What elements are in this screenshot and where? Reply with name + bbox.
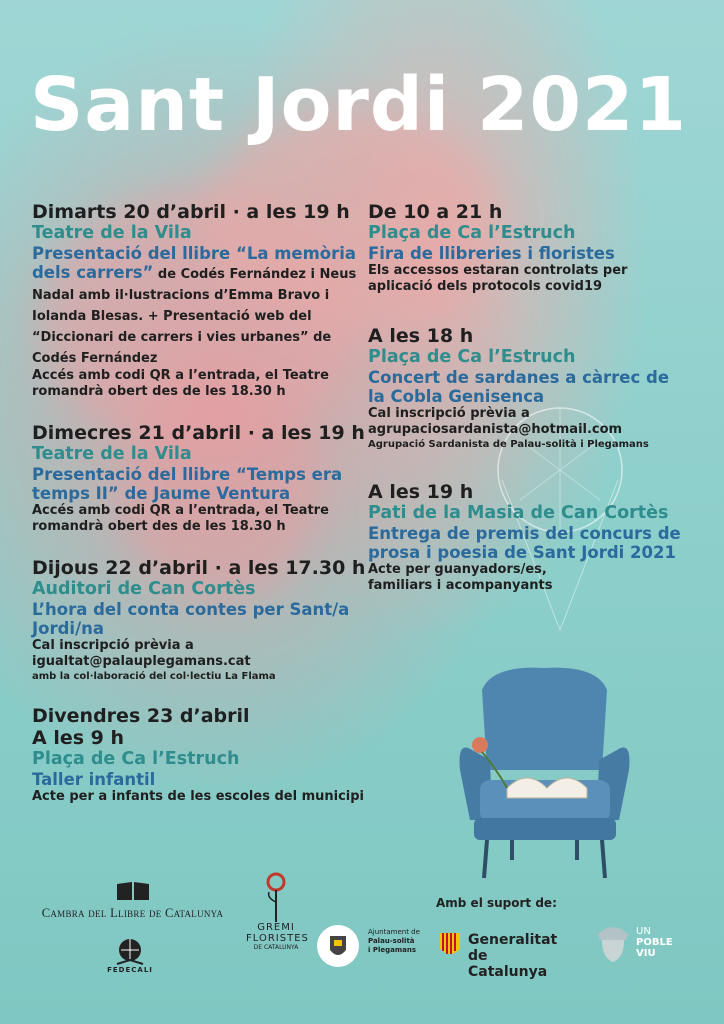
generalitat-label: [468, 932, 570, 980]
event-note: Accés amb codi QR a l’entrada, el Teatre romandrà obert des de les 18.30 h: [32, 503, 329, 534]
event-venue: Pati de la Masia de Can Cortès: [368, 503, 669, 523]
catalan-flag-icon: [440, 933, 460, 959]
event-block: [32, 705, 367, 805]
gremi-label: GREMI: [257, 922, 295, 933]
cambra-label: Cambra del Llibre de Catalunya: [41, 906, 224, 920]
event-description: [32, 244, 367, 368]
event-venue: Plaça de Ca l’Estruch: [368, 347, 576, 367]
event-title: Taller infantil: [32, 770, 156, 789]
poble-line: POBLE: [636, 937, 673, 948]
un-poble-viu-logo: [596, 920, 686, 968]
rose-icon: [472, 737, 488, 753]
armchair-illustration: [452, 660, 637, 895]
event-venue: Plaça de Ca l’Estruch: [368, 223, 576, 243]
event-title: L’hora del conta contes per Sant/a Jordi/na: [32, 600, 350, 638]
cambra-logo: [30, 880, 235, 921]
globe-book-icon: [113, 938, 147, 966]
event-title: Fira de llibreries i floristes: [368, 244, 615, 263]
gremi-label: FLORISTES: [246, 933, 309, 944]
event-title: Presentació del llibre “Temps era temps II” de Jaume Ventura: [32, 465, 343, 503]
event-block: [32, 201, 367, 400]
event-venue: Plaça de Ca l’Estruch: [32, 749, 240, 769]
left-column: [32, 201, 367, 827]
city-shield-icon: [316, 924, 360, 968]
event-time: A les 19 h: [368, 481, 474, 503]
event-date: Dijous 22 d’abril · a les 17.30 h: [32, 557, 366, 579]
event-note: Acte per a infants de les escoles del municipi: [32, 789, 365, 804]
support-label: Amb el suport de:: [436, 896, 557, 910]
event-note: Cal inscripció prèvia a agrupaciosardanista@hotmail.com: [368, 406, 623, 437]
poble-line: VIU: [636, 948, 656, 959]
ajuntament-line: Palau-solità: [368, 937, 415, 945]
event-details: de Codés Fernández i Neus Nadal amb il·lustracions d’Emma Bravo i Iolanda Blesas. + Presentació web del “Diccionari de carrers i vies urbanes” de Codés Fernández: [32, 267, 357, 366]
book-icon: [115, 880, 151, 902]
poble-line: UN: [636, 926, 651, 937]
event-venue: Teatre de la Vila: [32, 223, 192, 243]
event-note: Acte per guanyadors/es, familiars i acompanyants: [368, 562, 553, 593]
event-date: Dimecres 21 d’abril · a les 19 h: [32, 422, 365, 444]
ajuntament-line: Ajuntament de: [368, 928, 420, 936]
event-venue: Teatre de la Vila: [32, 444, 192, 464]
event-block: [368, 325, 688, 451]
event-credit: amb la col·laboració del col·lectiu La Flama: [32, 671, 276, 682]
event-block: [368, 201, 688, 295]
ajuntament-line: i Plegamans: [368, 946, 417, 954]
event-note: Els accessos estaran controlats per aplicació dels protocols covid19: [368, 263, 628, 294]
rose-icon: [263, 872, 289, 922]
page-title: Sant Jordi 2021: [30, 62, 687, 148]
event-time: A les 18 h: [368, 325, 474, 347]
ajuntament-logo: [316, 924, 436, 970]
event-date: Divendres 23 d’abril: [32, 705, 250, 727]
event-time: De 10 a 21 h: [368, 201, 503, 223]
event-credit: Agrupació Sardanista de Palau-solità i Plegamans: [368, 439, 649, 450]
event-note: Accés amb codi QR a l’entrada, el Teatre romandrà obert des de les 18.30 h: [32, 368, 329, 399]
fedecali-label: FEDECALI: [107, 966, 153, 974]
event-note: Cal inscripció prèvia a igualtat@palauplegamans.cat: [32, 638, 251, 669]
un-poble-viu-label: [636, 926, 673, 959]
event-title: Entrega de premis del concurs de prosa i poesia de Sant Jordi 2021: [368, 524, 681, 562]
event-block: [32, 422, 367, 535]
event-venue: Auditori de Can Cortès: [32, 579, 256, 599]
event-block: [32, 557, 367, 683]
gremi-label: DE CATALUNYA: [253, 944, 299, 951]
ajuntament-label: [368, 928, 420, 955]
event-title: Presentació del llibre “La memòria dels carrers”: [32, 244, 357, 282]
generalitat-line: de Catalunya: [468, 948, 548, 980]
event-block: [368, 481, 688, 594]
generalitat-logo: [440, 930, 570, 980]
event-time: A les 9 h: [32, 727, 125, 749]
right-column: [368, 201, 688, 616]
generalitat-line: Generalitat: [468, 932, 558, 948]
event-title: Concert de sardanes a càrrec de la Cobla Genisenca: [368, 368, 670, 406]
gremi-logo: [246, 872, 309, 951]
fedecali-logo: [105, 938, 155, 974]
event-date: Dimarts 20 d’abril · a les 19 h: [32, 201, 350, 223]
acorn-icon: [596, 920, 630, 964]
